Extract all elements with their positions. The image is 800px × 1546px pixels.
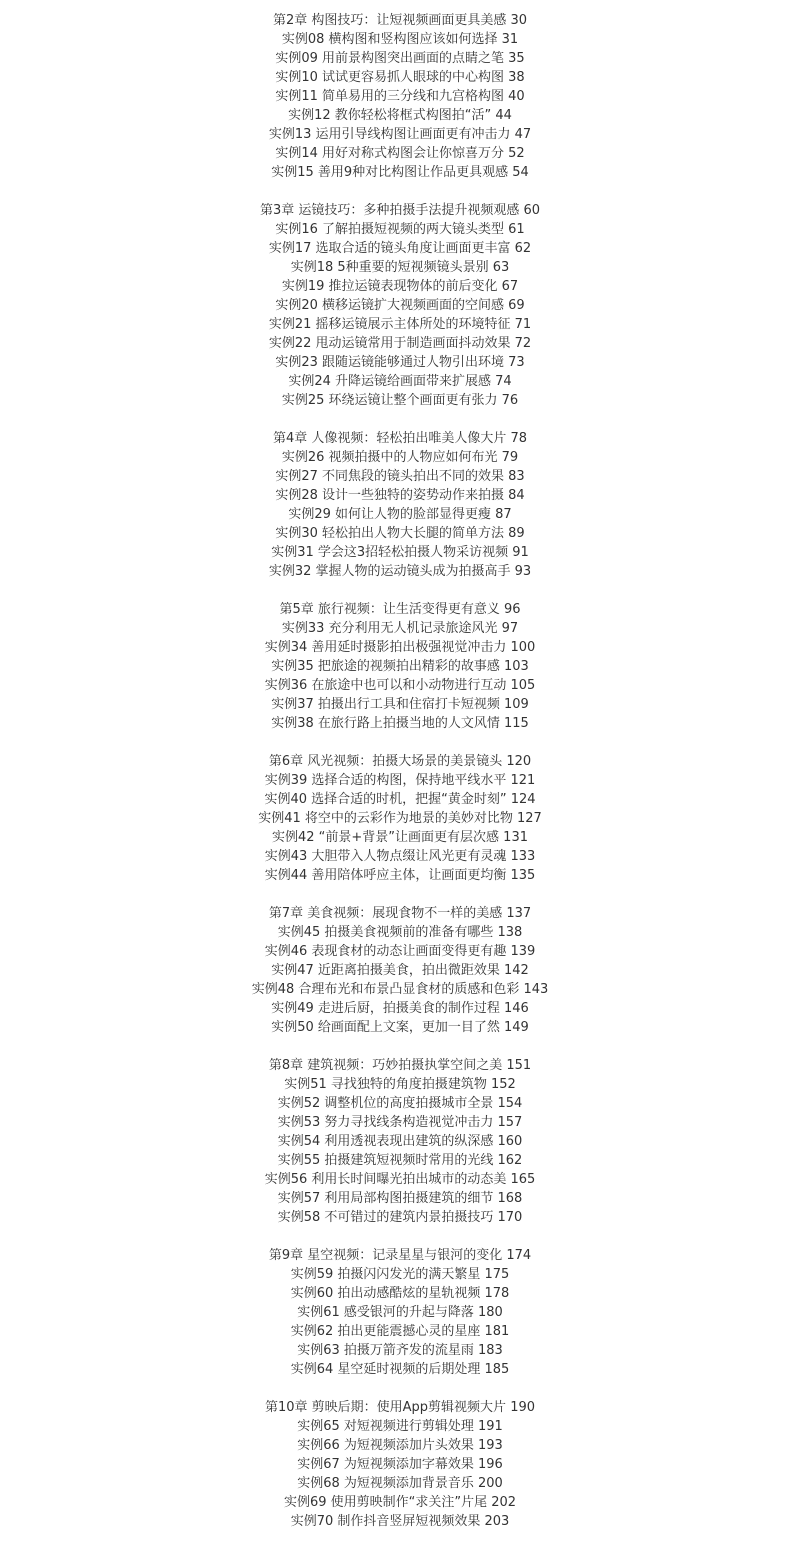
chapter-title: 第8章 建筑视频：巧妙拍摄执掌空间之美 151 xyxy=(268,1058,532,1073)
chapter-spacer xyxy=(0,182,800,201)
chapter-section xyxy=(0,11,800,182)
example-entry: 实例57 利用局部构图拍摄建筑的细节 168 xyxy=(277,1191,523,1206)
example-entry: 实例12 教你轻松将框式构图拍“活” 44 xyxy=(288,108,512,123)
example-entry: 实例44 善用陪体呼应主体，让画面更均衡 135 xyxy=(264,868,536,883)
example-entry: 实例35 把旅途的视频拍出精彩的故事感 103 xyxy=(271,659,529,674)
example-entry: 实例63 拍摄万箭齐发的流星雨 183 xyxy=(297,1343,503,1358)
table-of-contents xyxy=(0,11,800,1531)
example-entry: 实例42 “前景+背景”让画面更有层次感 131 xyxy=(272,830,528,845)
example-entry: 实例40 选择合适的时机，把握“黄金时刻” 124 xyxy=(264,792,536,807)
chapter-spacer xyxy=(0,1227,800,1246)
example-entry: 实例15 善用9种对比构图让作品更具观感 54 xyxy=(271,165,529,180)
example-entry: 实例33 充分利用无人机记录旅途风光 97 xyxy=(281,621,519,636)
example-entry: 实例41 将空中的云彩作为地景的美妙对比物 127 xyxy=(258,811,542,826)
example-entry: 实例19 推拉运镜表现物体的前后变化 67 xyxy=(281,279,519,294)
example-entry: 实例16 了解拍摄短视频的两大镜头类型 61 xyxy=(275,222,525,237)
chapter-title: 第2章 构图技巧：让短视频画面更具美感 30 xyxy=(272,13,528,28)
chapter-section xyxy=(0,1246,800,1379)
example-entry: 实例27 不同焦段的镜头拍出不同的效果 83 xyxy=(275,469,525,484)
example-entry: 实例09 用前景构图突出画面的点睛之笔 35 xyxy=(275,51,525,66)
example-entry: 实例58 不可错过的建筑内景拍摄技巧 170 xyxy=(277,1210,523,1225)
chapter-title: 第7章 美食视频：展现食物不一样的美感 137 xyxy=(268,906,532,921)
example-entry: 实例30 轻松拍出人物大长腿的简单方法 89 xyxy=(275,526,525,541)
example-entry: 实例59 拍摄闪闪发光的满天繁星 175 xyxy=(290,1267,510,1282)
example-entry: 实例26 视频拍摄中的人物应如何布光 79 xyxy=(281,450,519,465)
example-entry: 实例62 拍出更能震撼心灵的星座 181 xyxy=(290,1324,510,1339)
example-entry: 实例11 简单易用的三分线和九宫格构图 40 xyxy=(275,89,525,104)
chapter-spacer xyxy=(0,733,800,752)
chapter-section xyxy=(0,1056,800,1227)
example-entry: 实例53 努力寻找线条构造视觉冲击力 157 xyxy=(277,1115,523,1130)
example-entry: 实例48 合理布光和布景凸显食材的质感和色彩 143 xyxy=(251,982,549,997)
example-entry: 实例17 选取合适的镜头角度让画面更丰富 62 xyxy=(268,241,532,256)
example-entry: 实例65 对短视频进行剪辑处理 191 xyxy=(297,1419,503,1434)
example-entry: 实例64 星空延时视频的后期处理 185 xyxy=(290,1362,510,1377)
chapter-section xyxy=(0,752,800,885)
example-entry: 实例55 拍摄建筑短视频时常用的光线 162 xyxy=(277,1153,523,1168)
chapter-spacer xyxy=(0,581,800,600)
example-entry: 实例14 用好对称式构图会让你惊喜万分 52 xyxy=(275,146,525,161)
example-entry: 实例47 近距离拍摄美食，拍出微距效果 142 xyxy=(271,963,529,978)
example-entry: 实例08 横构图和竖构图应该如何选择 31 xyxy=(281,32,519,47)
example-entry: 实例54 利用透视表现出建筑的纵深感 160 xyxy=(277,1134,523,1149)
example-entry: 实例51 寻找独特的角度拍摄建筑物 152 xyxy=(284,1077,516,1092)
chapter-title: 第9章 星空视频：记录星星与银河的变化 174 xyxy=(268,1248,532,1263)
chapter-title: 第10章 剪映后期：使用App剪辑视频大片 190 xyxy=(264,1400,536,1415)
example-entry: 实例22 甩动运镜常用于制造画面抖动效果 72 xyxy=(268,336,532,351)
example-entry: 实例25 环绕运镜让整个画面更有张力 76 xyxy=(281,393,519,408)
example-entry: 实例29 如何让人物的脸部显得更瘦 87 xyxy=(288,507,512,522)
example-entry: 实例31 学会这3招轻松拍摄人物采访视频 91 xyxy=(271,545,529,560)
example-entry: 实例43 大胆带入人物点缀让风光更有灵魂 133 xyxy=(264,849,536,864)
chapter-section xyxy=(0,1398,800,1531)
example-entry: 实例32 掌握人物的运动镜头成为拍摄高手 93 xyxy=(268,564,532,579)
chapter-title: 第3章 运镜技巧：多种拍摄手法提升视频观感 60 xyxy=(259,203,541,218)
example-entry: 实例46 表现食材的动态让画面变得更有趣 139 xyxy=(264,944,536,959)
example-entry: 实例37 拍摄出行工具和住宿打卡短视频 109 xyxy=(271,697,529,712)
example-entry: 实例38 在旅行路上拍摄当地的人文风情 115 xyxy=(271,716,529,731)
example-entry: 实例60 拍出动感酷炫的星轨视频 178 xyxy=(290,1286,510,1301)
example-entry: 实例36 在旅途中也可以和小动物进行互动 105 xyxy=(264,678,536,693)
example-entry: 实例56 利用长时间曝光拍出城市的动态美 165 xyxy=(264,1172,536,1187)
example-entry: 实例45 拍摄美食视频前的准备有哪些 138 xyxy=(277,925,523,940)
example-entry: 实例10 试试更容易抓人眼球的中心构图 38 xyxy=(275,70,525,85)
chapter-section xyxy=(0,600,800,733)
chapter-spacer xyxy=(0,885,800,904)
example-entry: 实例34 善用延时摄影拍出极强视觉冲击力 100 xyxy=(264,640,536,655)
example-entry: 实例49 走进后厨，拍摄美食的制作过程 146 xyxy=(271,1001,529,1016)
example-entry: 实例67 为短视频添加字幕效果 196 xyxy=(297,1457,503,1472)
chapter-spacer xyxy=(0,1037,800,1056)
example-entry: 实例68 为短视频添加背景音乐 200 xyxy=(297,1476,503,1491)
example-entry: 实例24 升降运镜给画面带来扩展感 74 xyxy=(288,374,512,389)
example-entry: 实例61 感受银河的升起与降落 180 xyxy=(297,1305,503,1320)
example-entry: 实例70 制作抖音竖屏短视频效果 203 xyxy=(290,1514,510,1529)
chapter-section xyxy=(0,904,800,1037)
example-entry: 实例52 调整机位的高度拍摄城市全景 154 xyxy=(277,1096,523,1111)
example-entry: 实例39 选择合适的构图，保持地平线水平 121 xyxy=(264,773,536,788)
chapter-title: 第6章 风光视频：拍摄大场景的美景镜头 120 xyxy=(268,754,532,769)
chapter-spacer xyxy=(0,1379,800,1398)
chapter-section xyxy=(0,429,800,581)
chapter-spacer xyxy=(0,410,800,429)
chapter-section xyxy=(0,201,800,410)
chapter-title: 第4章 人像视频：轻松拍出唯美人像大片 78 xyxy=(272,431,528,446)
example-entry: 实例20 横移运镜扩大视频画面的空间感 69 xyxy=(275,298,525,313)
example-entry: 实例66 为短视频添加片头效果 193 xyxy=(297,1438,503,1453)
example-entry: 实例50 给画面配上文案，更加一目了然 149 xyxy=(271,1020,529,1035)
example-entry: 实例21 摇移运镜展示主体所处的环境特征 71 xyxy=(268,317,532,332)
example-entry: 实例13 运用引导线构图让画面更有冲击力 47 xyxy=(268,127,532,142)
example-entry: 实例28 设计一些独特的姿势动作来拍摄 84 xyxy=(275,488,525,503)
example-entry: 实例18 5种重要的短视频镜头景别 63 xyxy=(290,260,510,275)
chapter-title: 第5章 旅行视频：让生活变得更有意义 96 xyxy=(279,602,521,617)
example-entry: 实例69 使用剪映制作“求关注”片尾 202 xyxy=(283,1495,517,1510)
example-entry: 实例23 跟随运镜能够通过人物引出环境 73 xyxy=(275,355,525,370)
